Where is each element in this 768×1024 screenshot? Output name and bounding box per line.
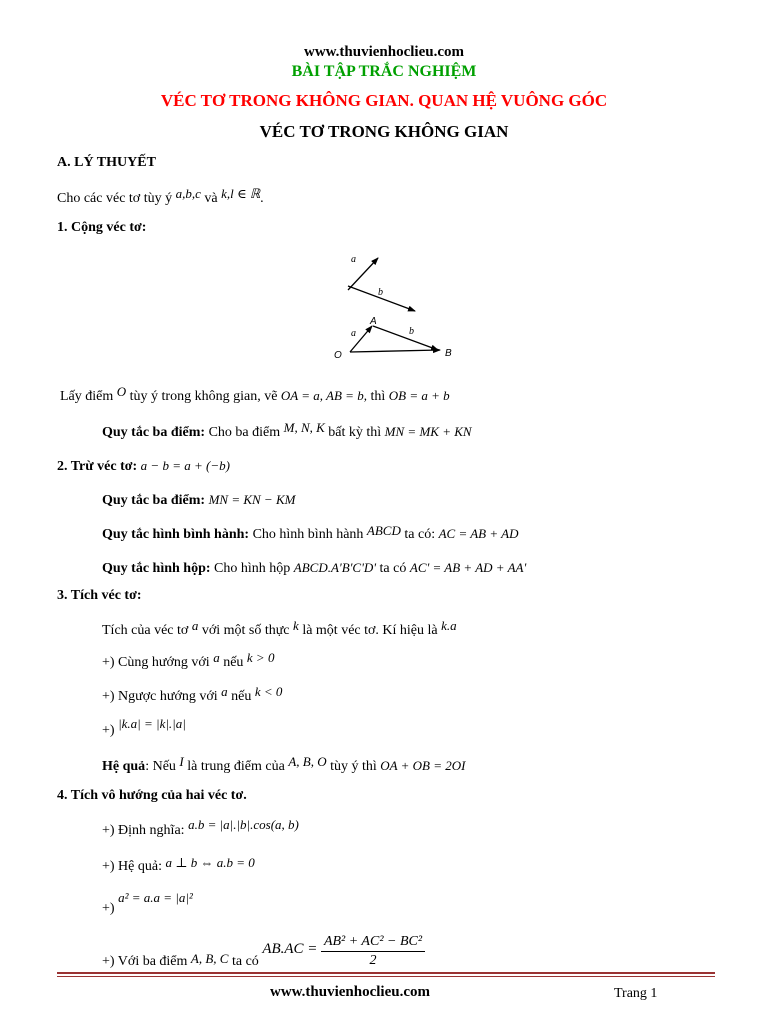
s1-heading: 1. Cộng véc tơ: [57, 220, 147, 235]
s2-heading-line [57, 458, 230, 475]
s2-rule1 [102, 492, 295, 509]
s3-l4-eq: |k.a| = |k|.|a| [118, 716, 186, 731]
s3-l2-cond: k > 0 [246, 650, 275, 665]
s1-line1-p2: tùy ý trong không gian, vẽ [129, 389, 278, 404]
label-B: B [445, 348, 452, 359]
s1-line1 [60, 384, 450, 405]
s4-l2-p1: +) Hệ quả: [102, 859, 162, 874]
s3-l3-p1: +) Ngược hướng với [102, 689, 218, 704]
s3-l1-p1: Tích của véc tơ [102, 623, 189, 638]
s4-l4-lhs: AB.AC = [262, 940, 318, 957]
s4-l3-p1: +) [102, 901, 115, 916]
section-title: VÉC TƠ TRONG KHÔNG GIAN [259, 122, 509, 141]
s3-l1-p2: với một số thực [201, 623, 290, 638]
intro-scalars: k,l ∈ ℝ [221, 186, 261, 201]
s3-l5-label: Hệ quả [102, 759, 146, 774]
s2-rule2-label: Quy tắc hình bình hành: [102, 527, 250, 542]
label-b-low: b [409, 326, 414, 337]
s3-l3-a: a [221, 684, 228, 699]
s1-line1-O: O [116, 384, 127, 399]
page-number: Trang 1 [614, 986, 658, 1001]
s1-line1-p1: Lấy điểm [60, 389, 114, 404]
s2-rule3-text: Cho hình hộp [214, 561, 291, 576]
s4-l4-p2: ta có [231, 953, 259, 969]
header-website[interactable]: www.thuvienhoclieu.com [303, 44, 464, 60]
s3-l3-cond: k < 0 [254, 684, 283, 699]
s3-l1-k: k [293, 618, 299, 633]
footer-website[interactable]: www.thuvienhoclieu.com [270, 984, 431, 1000]
vector-ob-arrow [350, 350, 440, 352]
s1-line1-p3: thì [370, 389, 386, 404]
footer-rule-thick [57, 972, 715, 974]
label-a-top: a [351, 254, 356, 265]
theory-intro [57, 186, 264, 207]
s4-line2 [102, 855, 255, 875]
s1-rule-vars: M, N, K [283, 420, 325, 435]
s2-rule2 [102, 523, 519, 543]
s3-line1 [102, 618, 457, 639]
s3-l5-p2: là trung điểm của [187, 759, 285, 774]
s4-l1-eq: a.b = |a|.|b|.cos(a, b) [188, 817, 299, 832]
s3-line4 [102, 716, 186, 739]
s4-l2-eq: a ⊥ b ⇔ a.b = 0 [165, 855, 255, 870]
s3-l5-eq: OA + OB = 2OI [380, 758, 466, 773]
s3-line3 [102, 684, 283, 705]
intro-vars: a,b,c [175, 186, 201, 201]
s2-rule3-text2: ta có [379, 561, 407, 576]
s4-line4 [102, 934, 425, 969]
s3-l5-p1: : Nếu [145, 759, 176, 774]
s4-l3-eq: a² = a.a = |a|² [118, 890, 193, 905]
s3-heading: 3. Tích véc tơ: [57, 588, 142, 603]
intro-text: Cho các véc tơ tùy ý [57, 191, 173, 206]
vector-addition-figure [325, 248, 465, 364]
s4-l4-den: 2 [369, 953, 377, 968]
s1-rule-label: Quy tắc ba điểm: [102, 425, 206, 440]
s3-l4-p1: +) [102, 723, 115, 738]
s1-line1-eq: OA = a, AB = b, [280, 388, 367, 403]
header-subtitle: BÀI TẬP TRẮC NGHIỆM [291, 63, 477, 80]
label-A: A [370, 316, 377, 327]
s4-l4-vars: A, B, C [190, 950, 229, 966]
s1-rule-text2: bất kỳ thì [328, 425, 382, 440]
s3-l2-a: a [213, 650, 220, 665]
s2-rule3-eq: AC' = AB + AD + AA' [409, 560, 527, 575]
intro-end: . [260, 191, 264, 206]
s3-line2 [102, 650, 275, 671]
s2-rule3-label: Quy tắc hình hộp: [102, 561, 211, 576]
s2-rule3-var: ABCD.A'B'C'D' [293, 560, 377, 575]
s2-heading-eq: a − b = a + (−b) [140, 458, 230, 473]
s1-rule-text: Cho ba điểm [208, 425, 281, 440]
s1-rule [102, 420, 472, 441]
s3-l1-p3: là một véc tơ. Kí hiệu là [302, 623, 438, 638]
s2-rule3 [102, 560, 526, 577]
s3-l2-p1: +) Cùng hướng với [102, 655, 210, 670]
label-O: O [334, 350, 342, 361]
s3-l3-p2: nếu [231, 689, 252, 704]
label-a-low: a [351, 328, 356, 339]
s1-rule-eq: MN = MK + KN [384, 424, 472, 439]
s3-l5-vars: A, B, O [288, 754, 327, 769]
s4-l4-num: AB² + AC² − BC² [321, 934, 425, 952]
s3-l5-p3: tùy ý thì [330, 759, 377, 774]
s2-rule2-eq: AC = AB + AD [438, 526, 519, 541]
main-title: VÉC TƠ TRONG KHÔNG GIAN. QUAN HỆ VUÔNG GÓC [160, 91, 608, 110]
theory-heading: A. LÝ THUYẾT [57, 155, 156, 170]
s4-heading: 4. Tích vô hướng của hai véc tơ. [57, 788, 247, 803]
s4-line1 [102, 817, 299, 839]
s3-l2-p2: nếu [223, 655, 244, 670]
s3-l1-ka: k.a [441, 618, 457, 633]
s4-l4-p1: +) Với ba điểm [102, 953, 188, 969]
s4-line3 [102, 890, 193, 917]
footer-rule-thin [57, 976, 715, 977]
s2-rule2-text: Cho hình bình hành [252, 527, 364, 542]
s2-rule1-eq: MN = KN − KM [208, 492, 296, 507]
s3-l1-a: a [191, 618, 199, 633]
vector-ab-arrow [373, 326, 438, 350]
s4-l1-p1: +) Định nghĩa: [102, 823, 185, 838]
s3-l5-I: I [179, 754, 184, 769]
s4-l4-fraction [321, 934, 425, 969]
s2-rule2-text2: ta có: [404, 527, 436, 542]
s2-rule1-label: Quy tắc ba điểm: [102, 493, 206, 508]
s1-line1-res: OB = a + b [388, 388, 450, 403]
intro-and: và [204, 191, 218, 206]
s2-rule2-var: ABCD [366, 523, 401, 538]
s2-heading: 2. Trừ véc tơ: [57, 459, 138, 474]
label-b-top: b [378, 287, 383, 298]
s3-line5 [102, 754, 466, 775]
